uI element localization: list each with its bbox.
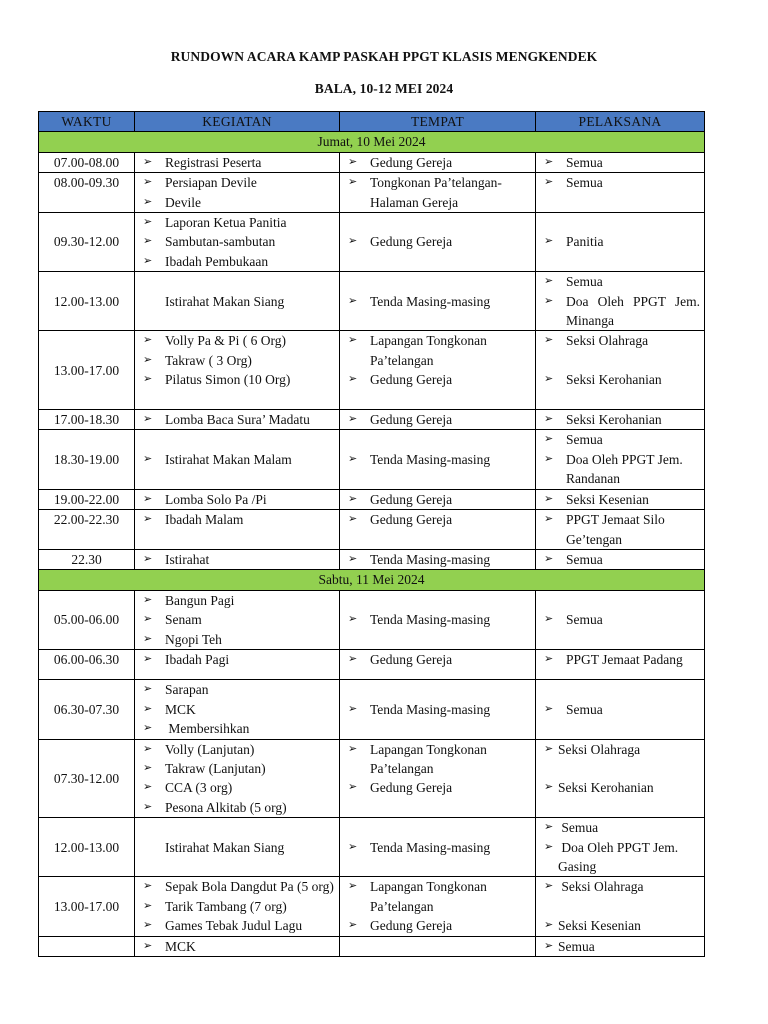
tempat-cell — [340, 936, 536, 956]
time-cell: 18.30-19.00 — [39, 430, 135, 489]
time-cell: 13.00-17.00 — [39, 331, 135, 410]
table-row — [39, 510, 705, 550]
table-row — [39, 877, 705, 936]
kegiatan-item: MCK — [165, 938, 196, 954]
bullet-icon: ➢ — [143, 216, 153, 229]
bullet-icon: ➢ — [143, 195, 153, 208]
bullet-icon: ➢ — [544, 939, 554, 952]
kegiatan-item: Ibadah Malam — [165, 512, 244, 528]
kegiatan-item: Ibadah Pembukaan — [165, 253, 269, 269]
time-cell: 06.30-07.30 — [39, 680, 135, 739]
kegiatan-cell — [135, 152, 340, 172]
bullet-icon: ➢ — [143, 632, 153, 645]
kegiatan-item: Games Tebak Judul Lagu — [165, 918, 303, 934]
tempat-item: Tenda Masing-masing — [370, 612, 491, 628]
table-row — [39, 680, 705, 739]
bullet-icon: ➢ — [348, 919, 358, 932]
bullet-icon: ➢ — [143, 742, 153, 755]
tempat-cell — [340, 430, 536, 489]
kegiatan-item: Volly Pa & Pi ( 6 Org) — [165, 333, 287, 349]
day-row — [39, 570, 705, 590]
table-row — [39, 489, 705, 509]
bullet-icon: ➢ — [143, 334, 153, 347]
bullet-icon: ➢ — [348, 334, 358, 347]
kegiatan-item: Sarapan — [165, 682, 209, 698]
bullet-icon: ➢ — [348, 840, 358, 853]
bullet-icon: ➢ — [544, 492, 554, 505]
kegiatan-item: Lomba Solo Pa /Pi — [165, 491, 267, 507]
kegiatan-item: Takraw ( 3 Org) — [165, 352, 252, 368]
kegiatan-item: Tarik Tambang (7 org) — [165, 898, 287, 914]
kegiatan-cell — [135, 818, 340, 877]
bullet-icon: ➢ — [544, 433, 554, 446]
table-row — [39, 173, 705, 213]
bullet-icon: ➢ — [143, 452, 153, 465]
kegiatan-cell — [135, 590, 340, 649]
bullet-icon: ➢ — [544, 334, 554, 347]
bullet-icon: ➢ — [143, 761, 153, 774]
bullet-icon: ➢ — [143, 702, 153, 715]
time-cell: 17.00-18.30 — [39, 410, 135, 430]
bullet-icon: ➢ — [143, 155, 153, 168]
header-waktu: WAKTU — [39, 112, 135, 132]
tempat-cell — [340, 173, 536, 213]
pelaksana-item: Semua — [566, 154, 603, 170]
kegiatan-cell — [135, 877, 340, 936]
bullet-icon: ➢ — [544, 155, 554, 168]
bullet-icon: ➢ — [348, 513, 358, 526]
tempat-cell — [340, 877, 536, 936]
kegiatan-item: Senam — [165, 612, 202, 628]
pelaksana-item: Seksi Kerohanian — [558, 780, 654, 796]
bullet-icon: ➢ — [544, 452, 554, 465]
kegiatan-cell — [135, 213, 340, 272]
bullet-icon: ➢ — [544, 840, 554, 853]
pelaksana-item: Semua — [566, 701, 603, 717]
bullet-icon: ➢ — [544, 373, 554, 386]
tempat-cell — [340, 590, 536, 649]
tempat-item: Tenda Masing-masing — [370, 451, 491, 467]
bullet-icon: ➢ — [143, 919, 153, 932]
time-cell: 05.00-06.00 — [39, 590, 135, 649]
pelaksana-cell — [536, 173, 705, 213]
tempat-item: Lapangan Tongkonan Pa’telangan — [370, 741, 487, 776]
tempat-item: Gedung Gereja — [370, 651, 453, 667]
kegiatan-item: MCK — [165, 701, 196, 717]
bullet-icon: ➢ — [143, 781, 153, 794]
rundown-table — [38, 111, 705, 957]
table-row — [39, 272, 705, 331]
pelaksana-item: Doa Oleh PPGT Jem. Gasing — [558, 839, 682, 875]
pelaksana-item: Panitia — [566, 234, 604, 250]
time-cell: 19.00-22.00 — [39, 489, 135, 509]
bullet-icon: ➢ — [544, 235, 554, 248]
kegiatan-item: Sambutan-sambutan — [165, 234, 276, 250]
bullet-icon: ➢ — [143, 800, 153, 813]
bullet-icon: ➢ — [544, 742, 554, 755]
pelaksana-item: Seksi Kerohanian — [566, 412, 662, 428]
bullet-icon: ➢ — [348, 613, 358, 626]
bullet-icon: ➢ — [143, 373, 153, 386]
pelaksana-cell — [536, 213, 705, 272]
tempat-cell — [340, 649, 536, 679]
tempat-cell — [340, 549, 536, 569]
time-cell: 08.00-09.30 — [39, 173, 135, 213]
kegiatan-item: Laporan Ketua Panitia — [165, 215, 287, 231]
pelaksana-cell — [536, 936, 705, 956]
bullet-icon: ➢ — [544, 652, 554, 665]
bullet-icon: ➢ — [348, 413, 358, 426]
pelaksana-item: Semua — [558, 938, 595, 954]
header-kegiatan: KEGIATAN — [135, 112, 340, 132]
time-cell: 07.00-08.00 — [39, 152, 135, 172]
kegiatan-cell — [135, 680, 340, 739]
pelaksana-cell — [536, 739, 705, 818]
kegiatan-cell — [135, 430, 340, 489]
pelaksana-cell — [536, 877, 705, 936]
pelaksana-item: Seksi Kerohanian — [566, 372, 662, 388]
table-row — [39, 549, 705, 569]
kegiatan-item: Istirahat Makan Malam — [165, 451, 292, 467]
tempat-cell — [340, 152, 536, 172]
table-row — [39, 331, 705, 410]
kegiatan-item: Volly (Lanjutan) — [165, 741, 255, 757]
tempat-cell — [340, 489, 536, 509]
bullet-icon: ➢ — [348, 702, 358, 715]
tempat-item: Lapangan Tongkonan Pa’telangan — [370, 333, 487, 368]
bullet-icon: ➢ — [544, 275, 554, 288]
time-cell: 09.30-12.00 — [39, 213, 135, 272]
table-row — [39, 213, 705, 272]
pelaksana-cell — [536, 590, 705, 649]
bullet-icon: ➢ — [544, 613, 554, 626]
pelaksana-cell — [536, 510, 705, 550]
kegiatan-cell — [135, 649, 340, 679]
pelaksana-item: Seksi Olahraga — [558, 879, 644, 895]
pelaksana-item: Seksi Olahraga — [558, 741, 641, 757]
kegiatan-cell — [135, 739, 340, 818]
bullet-icon: ➢ — [143, 613, 153, 626]
day-label: Sabtu, 11 Mei 2024 — [39, 570, 705, 590]
pelaksana-item: Semua — [566, 551, 603, 567]
pelaksana-cell — [536, 430, 705, 489]
bullet-icon: ➢ — [348, 492, 358, 505]
bullet-icon: ➢ — [544, 702, 554, 715]
tempat-cell — [340, 331, 536, 410]
bullet-icon: ➢ — [143, 353, 153, 366]
bullet-icon: ➢ — [348, 155, 358, 168]
bullet-icon: ➢ — [143, 513, 153, 526]
pelaksana-item: Doa Oleh PPGT Jem. Minanga — [566, 293, 700, 329]
tempat-cell — [340, 680, 536, 739]
tempat-item: Tenda Masing-masing — [370, 701, 491, 717]
pelaksana-cell — [536, 680, 705, 739]
pelaksana-cell — [536, 272, 705, 331]
pelaksana-cell — [536, 410, 705, 430]
table-row — [39, 739, 705, 818]
kegiatan-item: Istirahat Makan Siang — [165, 839, 285, 855]
bullet-icon: ➢ — [544, 413, 554, 426]
table-row — [39, 590, 705, 649]
pelaksana-cell — [536, 331, 705, 410]
pelaksana-item: Semua — [566, 274, 603, 290]
pelaksana-item: Seksi Kesenian — [558, 918, 641, 934]
pelaksana-item: Semua — [566, 175, 603, 191]
day-label: Jumat, 10 Mei 2024 — [39, 132, 705, 152]
tempat-item: Tenda Masing-masing — [370, 293, 491, 309]
pelaksana-cell — [536, 649, 705, 679]
bullet-icon: ➢ — [348, 235, 358, 248]
kegiatan-item: Pesona Alkitab (5 org) — [165, 799, 287, 815]
kegiatan-item: Persiapan Devile — [165, 175, 257, 191]
tempat-item: Gedung Gereja — [370, 412, 453, 428]
tempat-item: Tongkonan Pa’telangan- Halaman Gereja — [370, 175, 502, 210]
time-cell: 07.30-12.00 — [39, 739, 135, 818]
kegiatan-item: Bangun Pagi — [165, 592, 235, 608]
bullet-icon: ➢ — [143, 683, 153, 696]
bullet-icon: ➢ — [348, 373, 358, 386]
time-cell: 12.00-13.00 — [39, 818, 135, 877]
kegiatan-cell — [135, 410, 340, 430]
tempat-item: Gedung Gereja — [370, 491, 453, 507]
bullet-icon: ➢ — [143, 413, 153, 426]
bullet-icon: ➢ — [544, 294, 554, 307]
pelaksana-item: Seksi Kesenian — [566, 491, 649, 507]
kegiatan-item: Membersihkan — [165, 721, 250, 737]
bullet-icon: ➢ — [348, 742, 358, 755]
bullet-icon: ➢ — [544, 919, 554, 932]
day-row — [39, 132, 705, 152]
table-header-row — [39, 112, 705, 132]
kegiatan-cell — [135, 489, 340, 509]
kegiatan-item: Ibadah Pagi — [165, 651, 230, 667]
table-row — [39, 152, 705, 172]
bullet-icon: ➢ — [544, 781, 554, 794]
pelaksana-cell — [536, 818, 705, 877]
bullet-icon: ➢ — [143, 552, 153, 565]
table-row — [39, 818, 705, 877]
pelaksana-cell — [536, 549, 705, 569]
bullet-icon: ➢ — [544, 513, 554, 526]
kegiatan-cell — [135, 331, 340, 410]
pelaksana-item: Semua — [566, 612, 603, 628]
tempat-item: Gedung Gereja — [370, 512, 453, 528]
tempat-cell — [340, 739, 536, 818]
time-cell: 22.30 — [39, 549, 135, 569]
tempat-cell — [340, 510, 536, 550]
pelaksana-item: Doa Oleh PPGT Jem. Randanan — [566, 451, 683, 487]
bullet-icon: ➢ — [348, 652, 358, 665]
document-subtitle: BALA, 10-12 MEI 2024 — [314, 81, 454, 96]
time-cell — [39, 936, 135, 956]
kegiatan-cell — [135, 936, 340, 956]
table-row — [39, 936, 705, 956]
pelaksana-item: PPGT Jemaat Silo Ge’tengan — [566, 512, 665, 547]
kegiatan-item: Ngopi Teh — [165, 631, 222, 647]
tempat-cell — [340, 272, 536, 331]
header-pelaksana: PELAKSANA — [536, 112, 705, 132]
bullet-icon: ➢ — [544, 880, 554, 893]
header-tempat: TEMPAT — [340, 112, 536, 132]
kegiatan-cell — [135, 510, 340, 550]
tempat-item: Gedung Gereja — [370, 234, 453, 250]
pelaksana-cell — [536, 489, 705, 509]
time-cell: 12.00-13.00 — [39, 272, 135, 331]
tempat-cell — [340, 818, 536, 877]
bullet-icon: ➢ — [143, 939, 153, 952]
kegiatan-item: Sepak Bola Dangdut Pa (5 org) — [165, 879, 334, 895]
bullet-icon: ➢ — [348, 294, 358, 307]
kegiatan-item: Devile — [165, 194, 201, 210]
kegiatan-item: Pilatus Simon (10 Org) — [165, 372, 291, 388]
time-cell: 22.00-22.30 — [39, 510, 135, 550]
tempat-item: Tenda Masing-masing — [370, 839, 491, 855]
table-row — [39, 410, 705, 430]
bullet-icon: ➢ — [143, 880, 153, 893]
bullet-icon: ➢ — [544, 821, 554, 834]
tempat-item: Lapangan Tongkonan Pa’telangan — [370, 879, 487, 914]
pelaksana-item: PPGT Jemaat Padang — [566, 651, 683, 667]
tempat-item: Gedung Gereja — [370, 372, 453, 388]
bullet-icon: ➢ — [544, 176, 554, 189]
kegiatan-item: Takraw (Lanjutan) — [165, 760, 266, 776]
kegiatan-item: Istirahat Makan Siang — [165, 293, 285, 309]
document-title: RUNDOWN ACARA KAMP PASKAH PPGT KLASIS MENGKENDEK — [170, 49, 598, 64]
tempat-item: Gedung Gereja — [370, 780, 453, 796]
bullet-icon: ➢ — [348, 552, 358, 565]
pelaksana-cell — [536, 152, 705, 172]
time-cell: 13.00-17.00 — [39, 877, 135, 936]
bullet-icon: ➢ — [348, 781, 358, 794]
kegiatan-cell — [135, 173, 340, 213]
pelaksana-item: Semua — [558, 820, 599, 836]
kegiatan-cell — [135, 549, 340, 569]
tempat-cell — [340, 410, 536, 430]
pelaksana-item: Semua — [566, 432, 603, 448]
bullet-icon: ➢ — [143, 176, 153, 189]
tempat-cell — [340, 213, 536, 272]
kegiatan-item: Lomba Baca Sura’ Madatu — [165, 412, 310, 428]
tempat-item: Gedung Gereja — [370, 918, 453, 934]
pelaksana-item: Seksi Olahraga — [566, 333, 649, 349]
kegiatan-item: Istirahat — [165, 551, 210, 567]
tempat-item: Tenda Masing-masing — [370, 551, 491, 567]
bullet-icon: ➢ — [348, 452, 358, 465]
bullet-icon: ➢ — [143, 722, 153, 735]
bullet-icon: ➢ — [143, 492, 153, 505]
bullet-icon: ➢ — [143, 593, 153, 606]
time-cell: 06.00-06.30 — [39, 649, 135, 679]
table-row — [39, 649, 705, 679]
bullet-icon: ➢ — [348, 880, 358, 893]
kegiatan-item: Registrasi Peserta — [165, 154, 262, 170]
tempat-item: Gedung Gereja — [370, 154, 453, 170]
bullet-icon: ➢ — [143, 254, 153, 267]
kegiatan-cell — [135, 272, 340, 331]
bullet-icon: ➢ — [348, 176, 358, 189]
bullet-icon: ➢ — [143, 235, 153, 248]
table-row — [39, 430, 705, 489]
bullet-icon: ➢ — [143, 652, 153, 665]
kegiatan-item: CCA (3 org) — [165, 780, 233, 796]
bullet-icon: ➢ — [544, 552, 554, 565]
bullet-icon: ➢ — [143, 899, 153, 912]
